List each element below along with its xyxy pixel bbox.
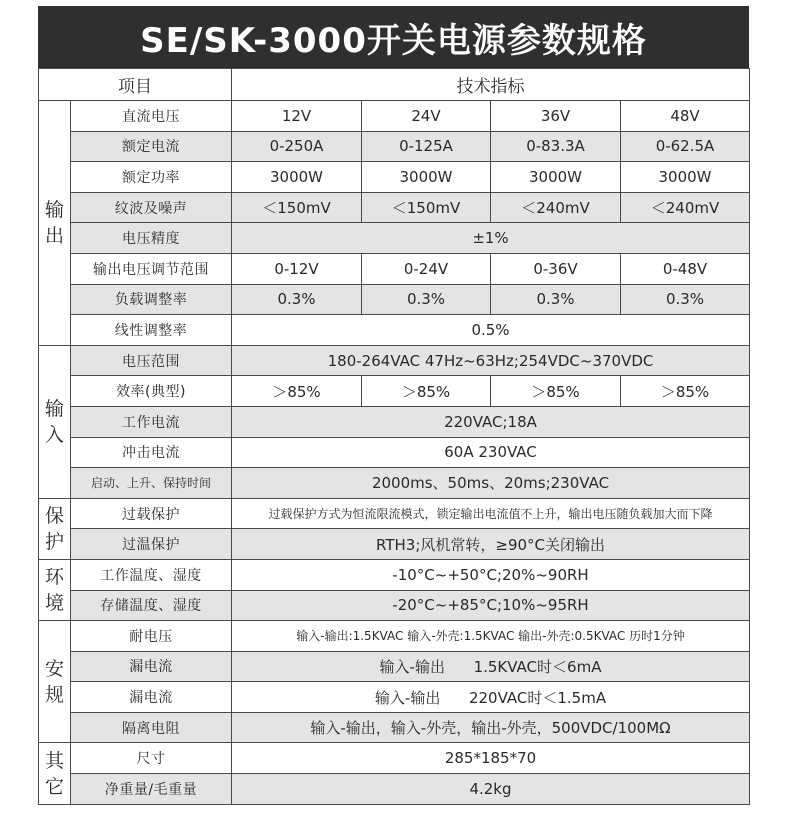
table-row (39, 529, 750, 560)
value-cell: 0-12V (232, 253, 362, 284)
value-cell: 0-62.5A (621, 131, 750, 162)
table-row (39, 743, 750, 774)
value-cell: 48V (621, 101, 750, 132)
param-label: 直流电压 (71, 101, 232, 132)
value-cell: 0.3% (232, 284, 362, 315)
table-row (39, 590, 750, 621)
group-environment: 环境 (39, 559, 71, 620)
value-cell: ＜240mV (491, 192, 621, 223)
table-row (39, 712, 750, 743)
value-cell: 24V (362, 101, 491, 132)
param-label: 工作温度、湿度 (71, 559, 232, 590)
value-cell: 3000W (621, 162, 750, 193)
value-cell: 输入-输出，输入-外壳，输出-外壳，500VDC/100MΩ (232, 712, 750, 743)
value-cell: 2000ms、50ms、20ms;230VAC (232, 468, 750, 499)
param-label: 存储温度、湿度 (71, 590, 232, 621)
value-cell: 0.5% (232, 315, 750, 346)
param-label: 额定功率 (71, 162, 232, 193)
value-cell: 输入-输出 1.5KVAC时＜6mA (232, 651, 750, 682)
value-cell: 3000W (362, 162, 491, 193)
value-cell: 220VAC;18A (232, 406, 750, 437)
param-label: 纹波及噪声 (71, 192, 232, 223)
value-cell: 0-125A (362, 131, 491, 162)
value-cell: 60A 230VAC (232, 437, 750, 468)
table-row (39, 223, 750, 254)
param-label: 效率(典型) (71, 376, 232, 407)
table-row (39, 774, 750, 805)
value-cell: 0-83.3A (491, 131, 621, 162)
value-cell: 3000W (232, 162, 362, 193)
table-row (39, 406, 750, 437)
param-label: 负载调整率 (71, 284, 232, 315)
param-label: 启动、上升、保持时间 (71, 468, 232, 499)
param-label: 隔离电阻 (71, 712, 232, 743)
table-row (39, 345, 750, 376)
header-item: 项目 (39, 69, 232, 101)
page-title: SE/SK-3000开关电源参数规格 (38, 6, 749, 68)
value-cell: RTH3;风机常转，≥90°C关闭输出 (232, 529, 750, 560)
spec-table (38, 68, 750, 805)
param-label: 耐电压 (71, 621, 232, 652)
value-cell: 输入-输出 220VAC时＜1.5mA (232, 682, 750, 713)
param-label: 尺寸 (71, 743, 232, 774)
param-label: 漏电流 (71, 682, 232, 713)
param-label: 净重量/毛重量 (71, 774, 232, 805)
table-row (39, 284, 750, 315)
value-cell: 0.3% (621, 284, 750, 315)
table-row (39, 131, 750, 162)
value-cell: ＞85% (232, 376, 362, 407)
table-row (39, 192, 750, 223)
group-safety: 安规 (39, 621, 71, 743)
value-cell: 12V (232, 101, 362, 132)
value-cell: 285*185*70 (232, 743, 750, 774)
value-cell: ＜240mV (621, 192, 750, 223)
header-spec: 技术指标 (232, 69, 750, 101)
value-cell: 36V (491, 101, 621, 132)
table-header-row (39, 69, 750, 101)
value-cell: 输入-输出:1.5KVAC 输入-外壳:1.5KVAC 输出-外壳:0.5KVAC 历时1分钟 (232, 621, 750, 652)
table-row (39, 651, 750, 682)
param-label: 过载保护 (71, 498, 232, 529)
param-label: 冲击电流 (71, 437, 232, 468)
table-row (39, 315, 750, 346)
value-cell: 3000W (491, 162, 621, 193)
table-row (39, 559, 750, 590)
value-cell: 0.3% (491, 284, 621, 315)
value-cell: 0.3% (362, 284, 491, 315)
value-cell: 0-24V (362, 253, 491, 284)
table-row (39, 682, 750, 713)
table-row (39, 498, 750, 529)
value-cell: ＜150mV (362, 192, 491, 223)
value-cell: 180-264VAC 47Hz~63Hz;254VDC~370VDC (232, 345, 750, 376)
value-cell: 0-250A (232, 131, 362, 162)
value-cell: 过载保护方式为恒流限流模式，锁定输出电流值不上升，输出电压随负载加大而下降 (232, 498, 750, 529)
table-row (39, 162, 750, 193)
group-input: 输入 (39, 345, 71, 498)
table-row (39, 437, 750, 468)
param-label: 漏电流 (71, 651, 232, 682)
value-cell: -20°C~+85°C;10%~95RH (232, 590, 750, 621)
table-row (39, 253, 750, 284)
table-row (39, 621, 750, 652)
value-cell: ＞85% (362, 376, 491, 407)
table-row (39, 101, 750, 132)
value-cell: 4.2kg (232, 774, 750, 805)
value-cell: 0-36V (491, 253, 621, 284)
param-label: 输出电压调节范围 (71, 253, 232, 284)
param-label: 额定电流 (71, 131, 232, 162)
value-cell: 0-48V (621, 253, 750, 284)
value-cell: ＞85% (621, 376, 750, 407)
group-protection: 保护 (39, 498, 71, 559)
param-label: 电压范围 (71, 345, 232, 376)
table-row (39, 376, 750, 407)
value-cell: ＜150mV (232, 192, 362, 223)
group-other: 其它 (39, 743, 71, 804)
param-label: 线性调整率 (71, 315, 232, 346)
value-cell: ±1% (232, 223, 750, 254)
table-row (39, 468, 750, 499)
group-output: 输出 (39, 101, 71, 346)
param-label: 电压精度 (71, 223, 232, 254)
value-cell: -10°C~+50°C;20%~90RH (232, 559, 750, 590)
param-label: 工作电流 (71, 406, 232, 437)
param-label: 过温保护 (71, 529, 232, 560)
value-cell: ＞85% (491, 376, 621, 407)
